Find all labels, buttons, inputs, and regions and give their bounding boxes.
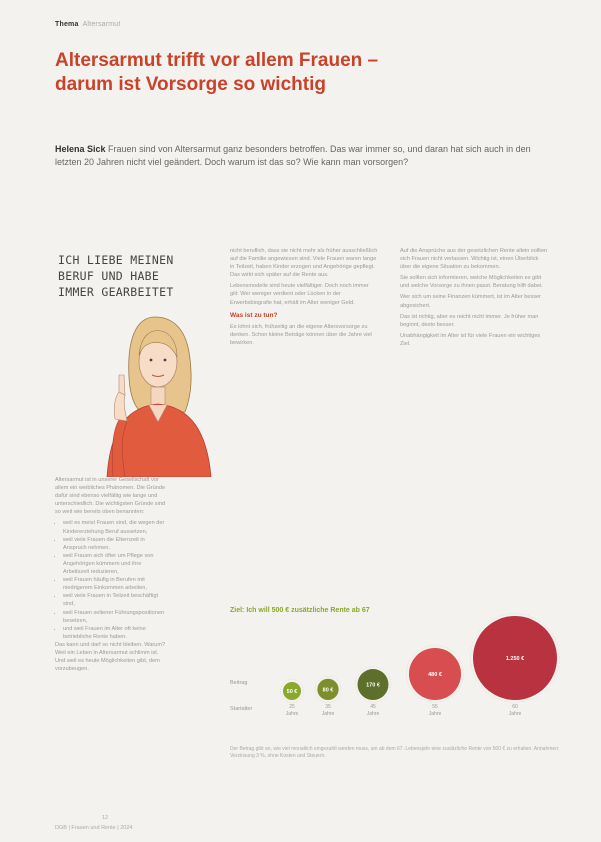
text-column-3 [400, 247, 548, 351]
list-item: • weil Frauen sich öfter um Pflege von Angehörigen kümmern und ihre Arbeitszeit reduzieren, [63, 552, 168, 576]
intro-paragraph [55, 143, 555, 169]
chart-title: Ziel: Ich will 500 € zusätzliche Rente ab 67 [230, 607, 370, 614]
bubble-chart [230, 600, 560, 728]
column3-paragraph-2: Sie sollten sich informieren, welche Möglichkeiten es gibt und welche Vorsorge zu ihnen passt. Beratung hilft dabei. [400, 275, 543, 290]
illustration-quote [58, 252, 223, 300]
page-number: 12 [102, 815, 109, 821]
column3-paragraph-4: Das ist richtig, aber es reicht nicht immer. Je früher man beginnt, desto besser. [400, 313, 539, 328]
column2-heading: Was ist zu tun? [230, 311, 278, 319]
column3-paragraph-5: Unabhängigkeit im Alter ist für viele Frauen ein wichtiges Ziel. [400, 332, 541, 347]
column3-paragraph-1: Auf die Ansprüche aus der gesetzlichen Rente allein sollten sich Frauen nicht verlassen. Wichtig ist, einen Überblick über die eigene Situation zu bekommen. [400, 248, 548, 271]
row-label-start-age: Startalter [230, 706, 253, 712]
quote-line-3: IMMER GEARBEITET [58, 285, 174, 299]
reasons-list [55, 519, 168, 640]
category-label: Jahre [428, 711, 442, 717]
column1-paragraph: Altersarmut ist in unserer Gesellschaft vor allem ein weibliches Phänomen. Die Gründe dafür sind ebenso vielfältig wie lange und unterschiedlich. Die wichtigsten Gründe sind so weit wie bereits oben benannten: [55, 477, 166, 516]
page-footer: DGB | Frauen und Rente | 2024 [55, 825, 133, 831]
headline [55, 49, 535, 97]
column3-paragraph-3: Wer sich um seine Finanzen kümmert, ist im Alter besser abgesichert. [400, 294, 542, 309]
intro-text: Frauen sind von Altersarmut ganz besonders betroffen. Das war immer so, und daran hat sich auch in den letzten 20 Jahren nicht viel geändert. Doch warum ist das so? Wie kann man vorsorgen? [55, 144, 531, 167]
column2-paragraph-2: Lebensmodelle sind heute vielfältiger. Doch noch immer gilt: Wer weniger verdient oder Lücken in der Erwerbsbiografie hat, erhält im Alter weniger Geld. [230, 283, 369, 306]
quote-line-2: BERUF UND HABE [58, 269, 160, 283]
kicker-label: Thema [55, 21, 79, 28]
bubble-value-label: 80 € [322, 687, 334, 694]
author-name: Helena Sick [55, 144, 106, 154]
column2-paragraph-3: Es lohnt sich, frühzeitig an die eigene Altersvorsorge zu denken. Schon kleine Beträge können über die Jahre viel bewirken. [230, 323, 372, 346]
row-label-contribution: Beitrag [230, 680, 248, 686]
list-item: • weil Frauen häufig in Berufen mit niedrigerem Einkommen arbeiten, [63, 576, 168, 592]
headline-line-1: Altersarmut trifft vor allem Frauen – [55, 50, 379, 71]
category-label: Jahre [285, 711, 299, 717]
category-label: 55 [432, 704, 438, 710]
text-column-2 [230, 247, 378, 350]
section-kicker [55, 21, 121, 28]
bubble-value-label: 1.250 € [505, 656, 525, 662]
column1-closing: Das kann und darf so nicht bleiben. Warum? Weil ein Leben in Altersarmut schlimm ist. Und weil es heute Möglichkeiten gibt, dem vorzubeugen. [55, 641, 166, 673]
column2-paragraph-1: nicht beruflich, dass sie nicht mehr als früher ausschließlich auf die Familie angewiesen sind. Viele Frauen waren lange in Teilzeit, haben Kinder erzogen und Angehörige gepflegt. Das wirkt sich später auf die Rente aus. [230, 248, 378, 279]
bubble-value-label: 480 € [428, 671, 442, 678]
category-label: Jahre [508, 711, 522, 717]
category-label: Jahre [321, 711, 335, 717]
category-label: 60 [512, 704, 518, 710]
quote-line-1: ICH LIEBE MEINEN [58, 253, 174, 267]
bubble-value-label: 50 € [286, 689, 298, 695]
category-label: 25 [289, 704, 295, 710]
bubble-value-label: 170 € [366, 682, 380, 689]
list-item: • und weil Frauen im Alter oft keine betriebliche Rente haben. [63, 625, 168, 641]
headline-line-2: darum ist Vorsorge so wichtig [55, 74, 326, 95]
category-label: 35 [325, 704, 331, 710]
chart-footnote: Der Betrag gibt an, wie viel monatlich eingezahlt werden muss, um ab dem 67. Lebensjahr eine zusätzliche Rente von 500 € zu erhalten. Annahmen: Verzinsung 3 %, ohne Kosten und Steuern. [230, 746, 560, 759]
kicker-sub-label: Altersarmut [82, 21, 121, 28]
list-item: • weil es meist Frauen sind, die wegen der Kindererziehung Beruf aussetzen, [63, 519, 168, 535]
category-label: 45 [370, 704, 376, 710]
category-label: Jahre [366, 711, 380, 717]
text-column-1 [55, 476, 168, 676]
list-item: • weil viele Frauen in Teilzeit beschäftigt sind, [63, 592, 168, 608]
list-item: • weil viele Frauen die Elternzeit in Anspruch nehmen, [63, 536, 168, 552]
list-item: • weil Frauen seltener Führungspositionen besetzen, [63, 609, 168, 625]
